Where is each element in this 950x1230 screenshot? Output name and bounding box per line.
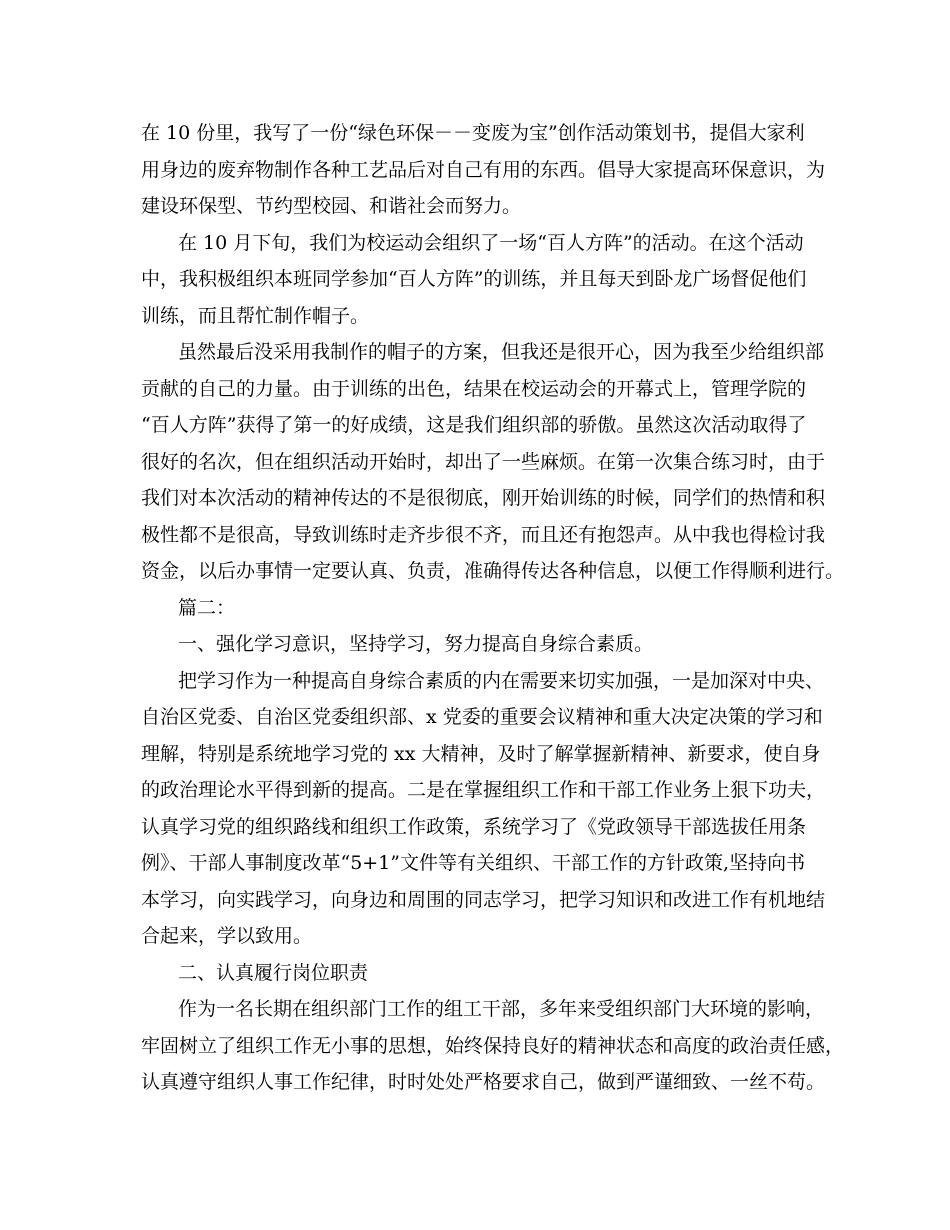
text-line: 作为一名长期在组织部门工作的组工干部，多年来受组织部门大环境的影响， [178,998,825,1020]
text-line: 认真学习党的组织路线和组织工作政策，系统学习了《党政领导干部选拔任用条 [141,816,807,838]
text-line: 例》、干部人事制度改革“5+1”文件等有关组织、干部工作的方针政策,坚持向书 [141,852,806,874]
text-line: 很好的名次，但在组织活动开始时，却出了一些麻烦。在第一次集合练习时，由于 [141,451,826,473]
text-line: 牢固树立了组织工作无小事的思想，始终保持良好的精神状态和高度的政治责任感， [141,1035,845,1057]
text-line: 资金，以后办事情一定要认真、负责，准确得传达各种信息，以便工作得顺利进行。 [141,560,845,582]
text-line: 建设环保型、节约型校园、和谐社会而努力。 [141,195,522,217]
section-heading: 篇二： [178,597,236,619]
text-line: 我们对本次活动的精神传达的不是很彻底，刚开始训练的时候，同学们的热情和积 [141,487,826,509]
section-heading: 一、强化学习意识，坚持学习，努力提高自身综合素质。 [178,633,654,655]
text-line: 训练，而且帮忙制作帽子。 [141,305,370,327]
section-heading: 二、认真履行岗位职责 [178,962,369,984]
text-line: 贡献的自己的力量。由于训练的出色，结果在校运动会的开幕式上，管理学院的 [141,378,807,400]
text-line: 用身边的废弃物制作各种工艺品后对自己有用的东西。倡导大家提高环保意识，为 [141,159,826,181]
text-line: “百人方阵”获得了第一的好成绩，这是我们组织部的骄傲。虽然这次活动取得了 [141,414,807,436]
text-line: 在 10 月下旬，我们为校运动会组织了一场“百人方阵”的活动。在这个活动 [178,232,804,254]
text-line: 认真遵守组织人事工作纪律，时时处处严格要求自己，做到严谨细致、一丝不苟。 [141,1071,826,1093]
text-line: 中，我积极组织本班同学参加“百人方阵”的训练，并且每天到卧龙广场督促他们 [141,268,807,290]
text-line: 的政治理论水平得到新的提高。二是在掌握组织工作和干部工作业务上狠下功夫， [141,779,826,801]
text-line: 极性都不是很高，导致训练时走齐步很不齐，而且还有抱怨声。从中我也得检讨我 [141,524,826,546]
text-line: 自治区党委、自治区党委组织部、x 党委的重要会议精神和重大决定决策的学习和 [141,706,823,728]
text-line: 理解，特别是系统地学习党的 xx 大精神，及时了解掌握新精神、新要求，使自身 [141,743,821,765]
text-line: 在 10 份里，我写了一份“绿色环保－－变废为宝”创作活动策划书，提倡大家利 [141,122,805,144]
text-line: 本学习，向实践学习，向身边和周围的同志学习，把学习知识和改进工作有机地结 [141,889,826,911]
text-line: 合起来，学以致用。 [141,925,313,947]
text-line: 把学习作为一种提高自身综合素质的内在需要来切实加强，一是加深对中央、 [178,670,825,692]
text-line: 虽然最后没采用我制作的帽子的方案，但我还是很开心，因为我至少给组织部 [178,341,825,363]
